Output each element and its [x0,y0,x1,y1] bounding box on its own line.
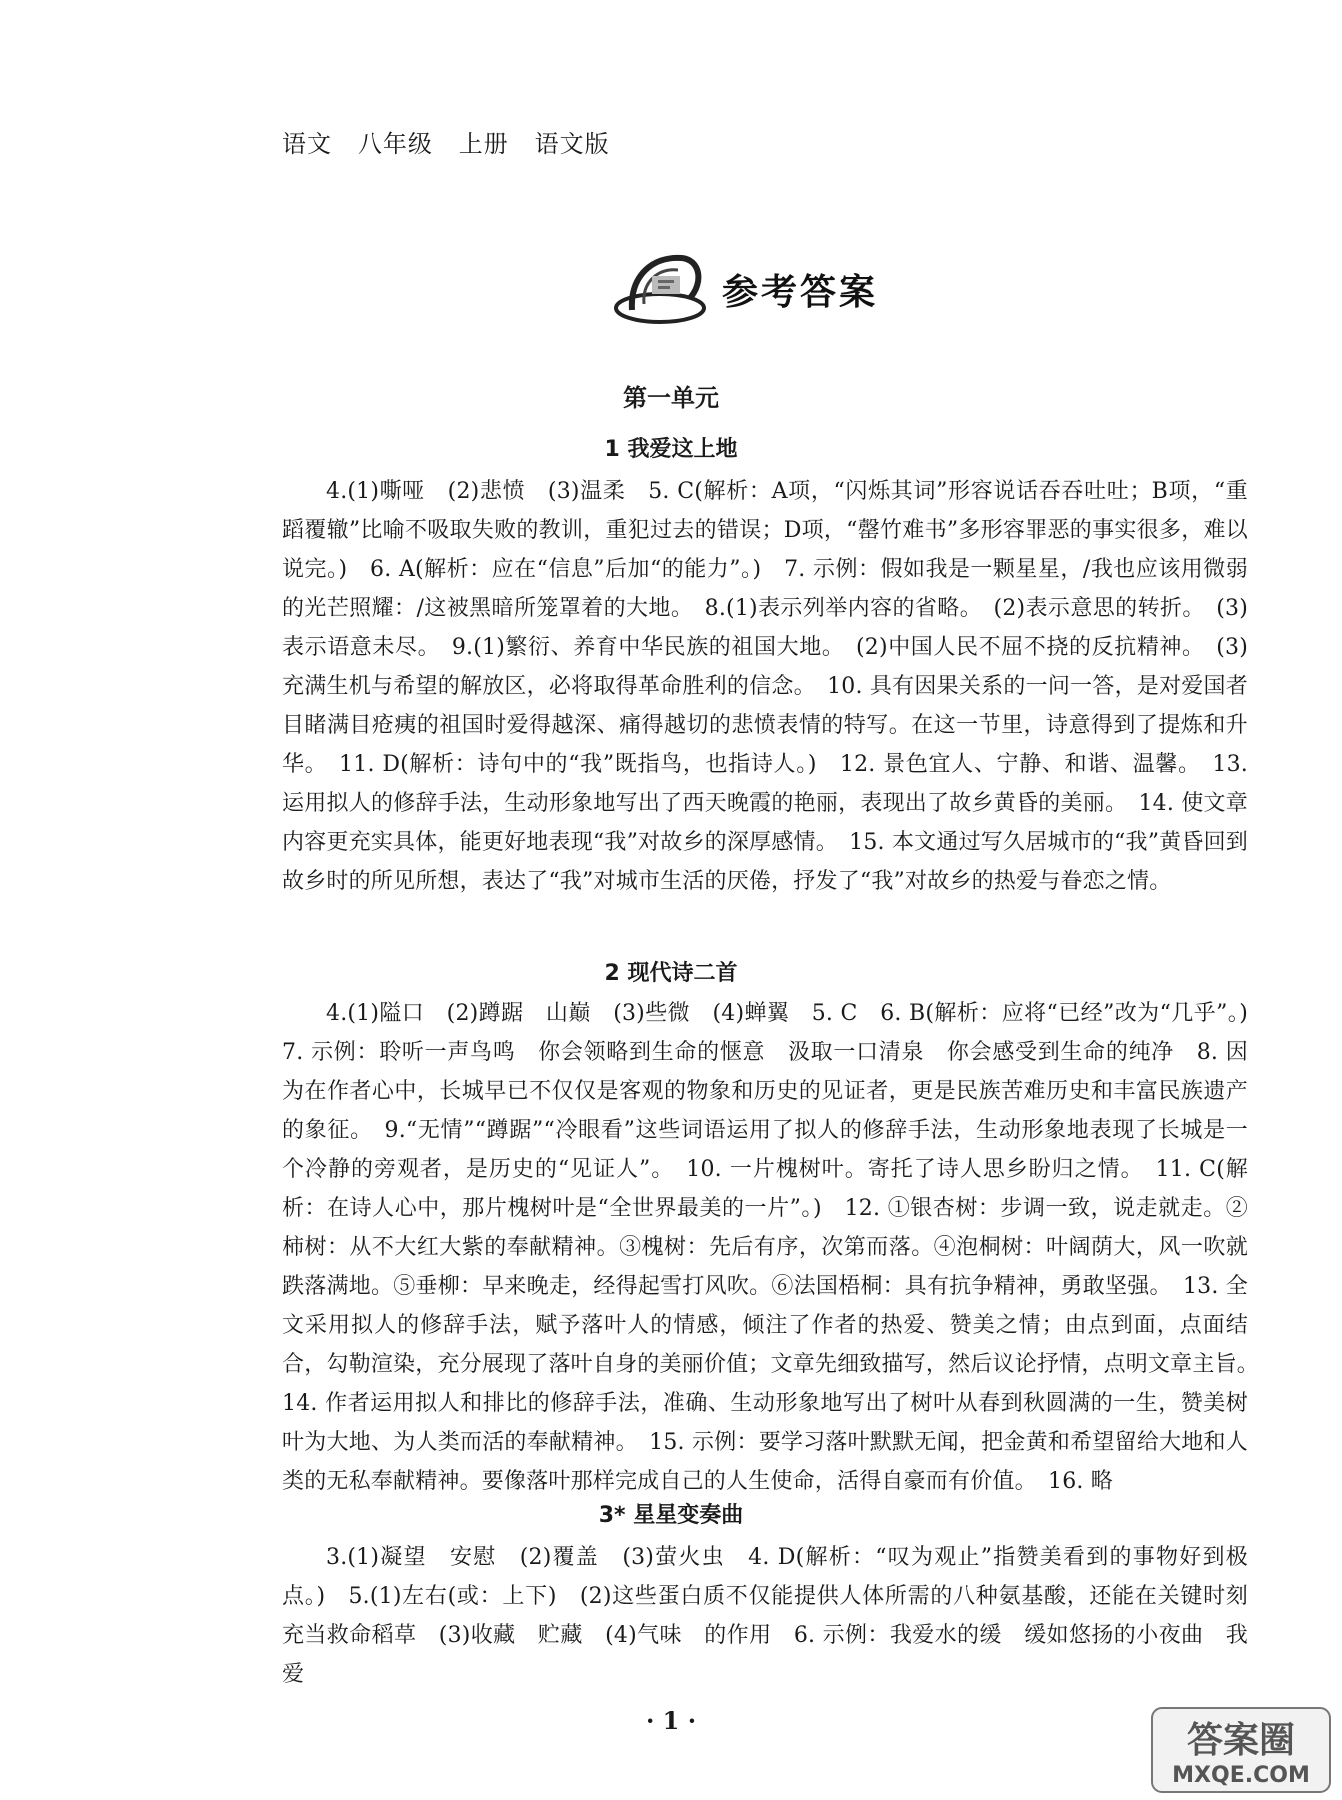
answer-paragraph: 3.(1)凝望 安慰 (2)覆盖 (3)萤火虫 4. D(解析：“叹为观止”指赞美看到的事物好到极点。) 5.(1)左右(或：上下) (2)这些蛋白质不仅能提供人体所需的八种氨基酸，还能在关键时刻充当救命稻草 (3)收藏 贮藏 (4)气味 的作用 6. 示例：我爱水的缓 缓如悠扬的小夜曲 我爱 [282,1545,1248,1687]
svg-text:答案圈: 答案圈 [1186,1720,1296,1761]
site-watermark-logo [1150,1706,1332,1794]
answers-title: 参考答案 [722,272,879,313]
svg-text:MXQE.COM: MXQE.COM [1172,1763,1310,1788]
lesson-title: 1 我爱这上地 [604,437,738,462]
answers-title-banner [612,246,912,332]
page-number: · 1 · [645,1706,697,1735]
swirl-emblem-icon [612,246,708,332]
lesson-title: 3* 星星变奏曲 [598,1503,744,1528]
lesson-title: 2 现代诗二首 [604,961,738,986]
answer-paragraph: 4.(1)嘶哑 (2)悲愤 (3)温柔 5. C(解析：A项，“闪烁其词”形容说话吞吞吐吐；B项，“重蹈覆辙”比喻不吸取失败的教训，重犯过去的错误；D项，“罄竹难书”多形容罪恶的事实很多，难以说完。) 6. A(解析：应在“信息”后加“的能力”。) 7. 示例：假如我是一颗星星，/我也应该用微弱的光芒照耀：/这被黑暗所笼罩着的大地。 8.(1)表示列举内容的省略。 (2)表示意思的转折。 (3)表示语意未尽。 9.(1)繁衍、养育中华民族的祖国大地。 (2)中国人民不屈不挠的反抗精神。 (3)充满生机与希望的解放区，必将取得革命胜利的信念。 10. 具有因果关系的一问一答，是对爱国者目睹满目疮痍的祖国时爱得越深、痛得越切的悲愤表情的特写。在这一节里，诗意得到了提炼和升华。 11. D(解析：诗句中的“我”既指鸟，也指诗人。) 12. 景色宜人、宁静、和谐、温馨。 13. 运用拟人的修辞手法，生动形象地写出了西天晚霞的艳丽，表现出了故乡黄昏的美丽。 14. 使文章内容更充实具体，能更好地表现“我”对故乡的深厚感情。 15. 本文通过写久居城市的“我”黄昏回到故乡时的所见所想，表达了“我”对城市生活的厌倦，抒发了“我”对故乡的热爱与眷恋之情。 [282,479,1248,894]
unit-title: 第一单元 [623,384,719,412]
running-head: 语文 八年级 上册 语文版 [282,130,610,158]
answer-paragraph: 4.(1)隘口 (2)蹲踞 山巅 (3)些微 (4)蝉翼 5. C 6. B(解析：应将“已经”改为“几乎”。) 7. 示例：聆听一声鸟鸣 你会领略到生命的惬意 汲取一口清泉 你会感受到生命的纯净 8. 因为在作者心中，长城早已不仅仅是客观的物象和历史的见证者，更是民族苦难历史和丰富民族遗产的象征。 9.“无情”“蹲踞”“冷眼看”这些词语运用了拟人的修辞手法，生动形象地表现了长城是一个冷静的旁观者，是历史的“见证人”。 10. 一片槐树叶。寄托了诗人思乡盼归之情。 11. C(解析：在诗人心中，那片槐树叶是“全世界最美的一片”。) 12. ①银杏树：步调一致，说走就走。②柿树：从不大红大紫的奉献精神。③槐树：先后有序，次第而落。④泡桐树：叶阔荫大，风一吹就跌落满地。⑤垂柳：早来晚走，经得起雪打风吹。⑥法国梧桐：具有抗争精神，勇敢坚强。 13. 全文采用拟人的修辞手法，赋予落叶人的情感，倾注了作者的热爱、赞美之情；由点到面，点面结合，勾勒渲染，充分展现了落叶自身的美丽价值；文章先细致描写，然后议论抒情，点明文章主旨。 14. 作者运用拟人和排比的修辞手法，准确、生动形象地写出了树叶从春到秋圆满的一生，赞美树叶为大地、为人类而活的奉献精神。 15. 示例：要学习落叶默默无闻，把金黄和希望留给大地和人类的无私奉献精神。要像落叶那样完成自己的人生使命，活得自豪而有价值。 16. 略 [282,1001,1271,1494]
